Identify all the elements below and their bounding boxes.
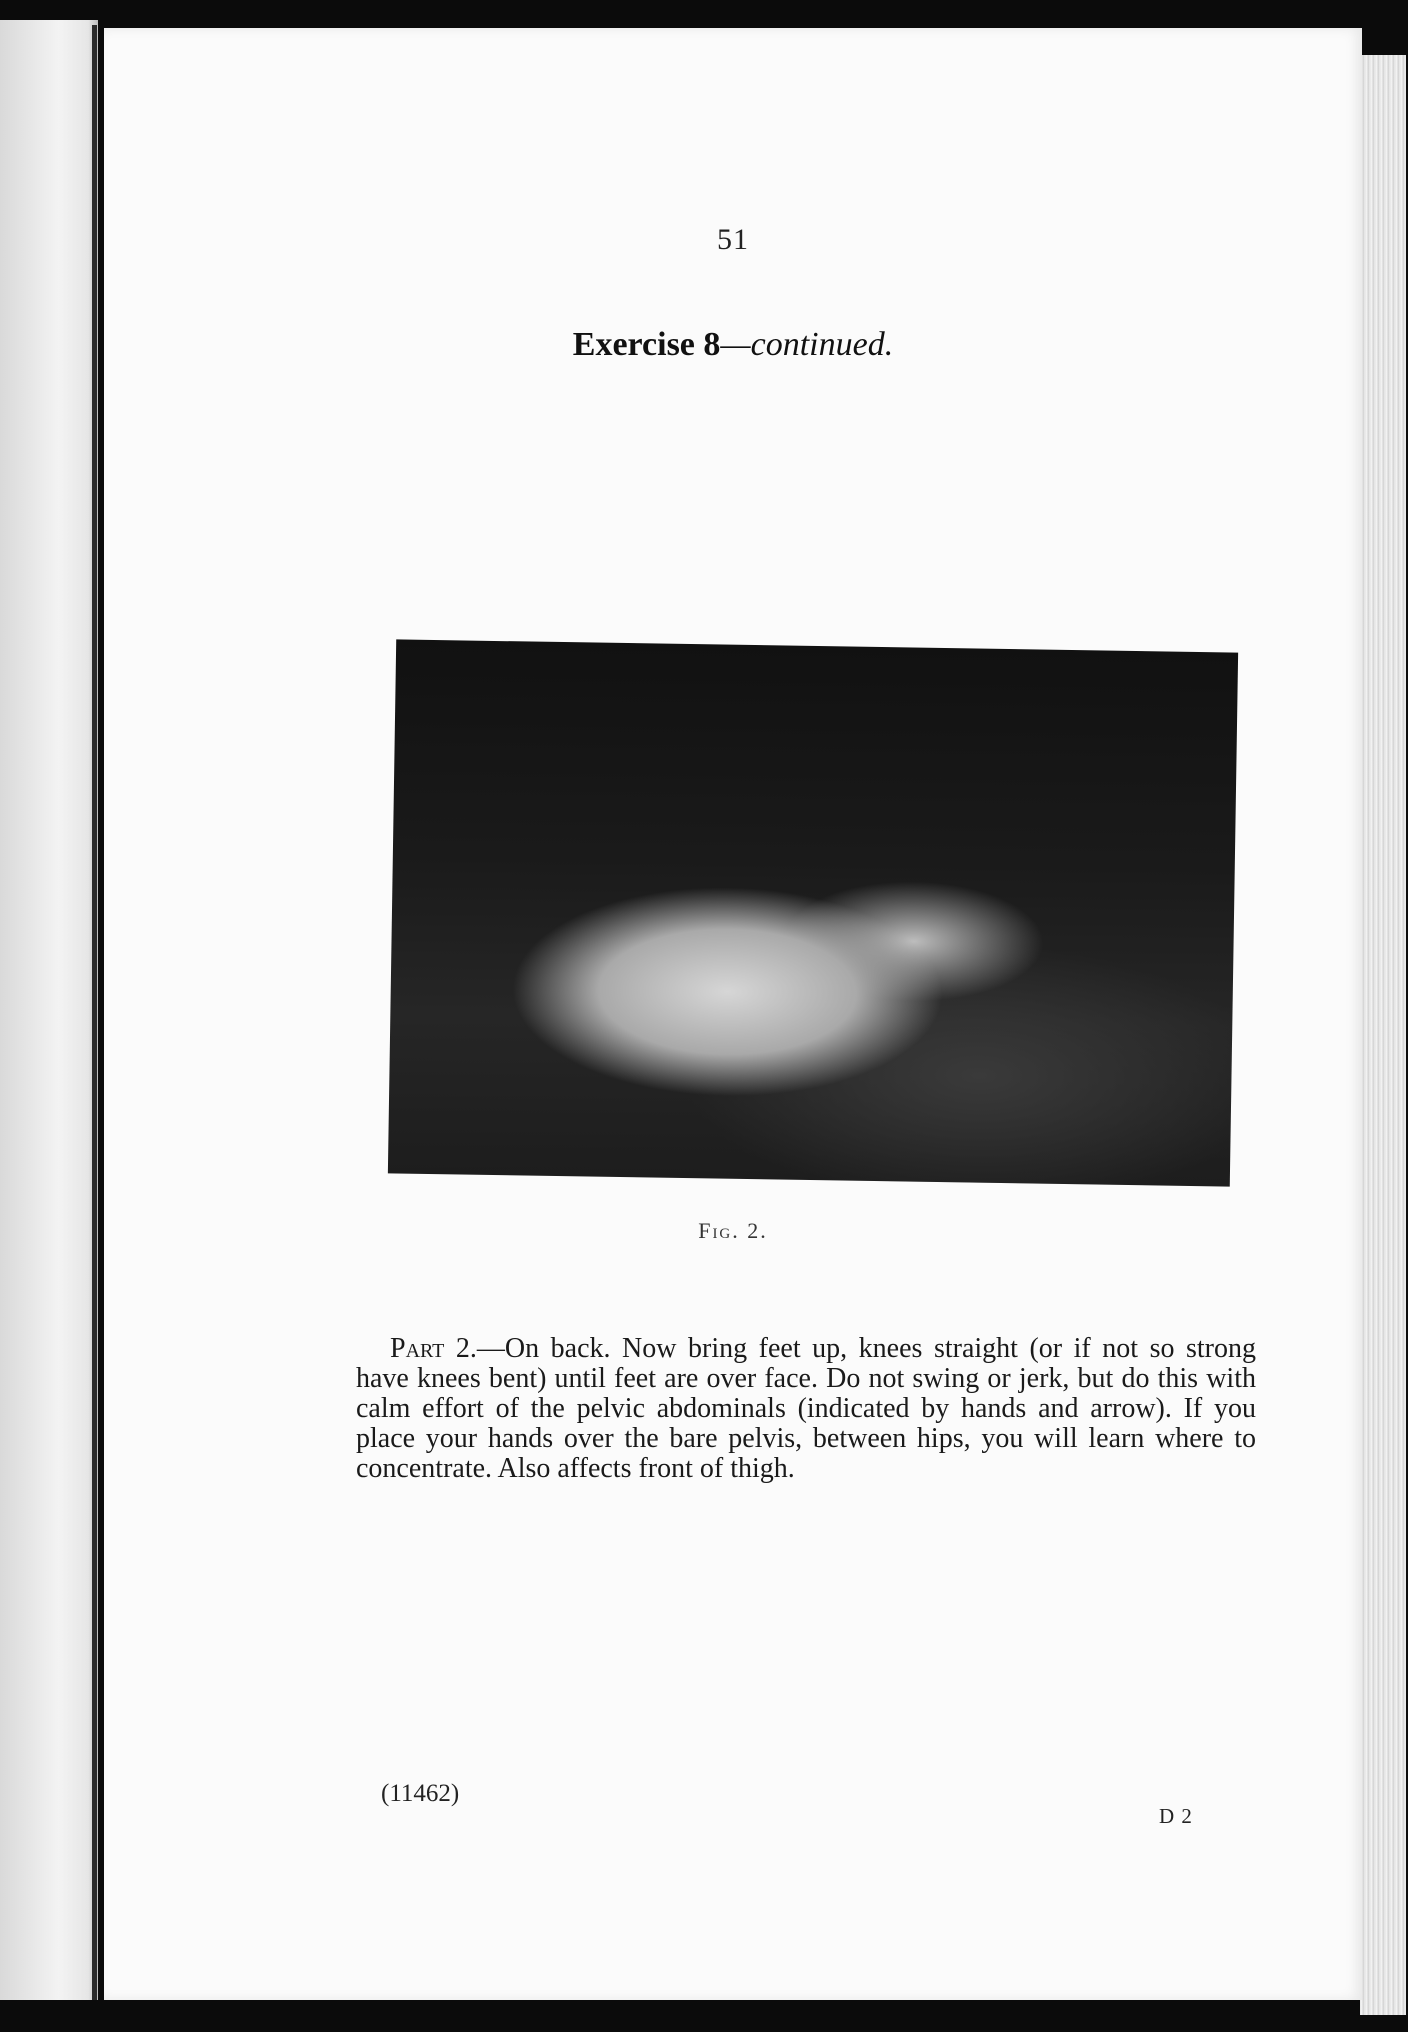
book-page — [104, 28, 1362, 2000]
heading-continued: —continued. — [720, 326, 894, 363]
heading-title: Exercise 8 — [572, 326, 721, 363]
part-label: Part 2. — [390, 1333, 477, 1364]
exercise-description — [356, 1334, 1256, 1484]
signature-mark: D 2 — [1159, 1804, 1193, 1828]
facing-page-edge — [0, 20, 98, 2000]
page-number: 51 — [717, 223, 749, 256]
figure-caption: Fig. 2. — [698, 1218, 768, 1243]
section-heading — [104, 326, 1362, 364]
description-text: —On back. Now bring feet up, knees straight (or if not so strong have knees bent) until feet are over face. Do not swing or jerk, but do this with calm effort of the pelvic abdominals (indicated by hands and arrow). If you place your hands over the bare pelvis, between hips, you will learn where to concentrate. Also affects front of thigh. — [356, 1333, 1256, 1484]
binding-shadow — [92, 25, 97, 2000]
print-code: (11462) — [381, 1780, 460, 1807]
page-stack-edge — [1360, 55, 1406, 2015]
exercise-photograph — [388, 639, 1238, 1186]
